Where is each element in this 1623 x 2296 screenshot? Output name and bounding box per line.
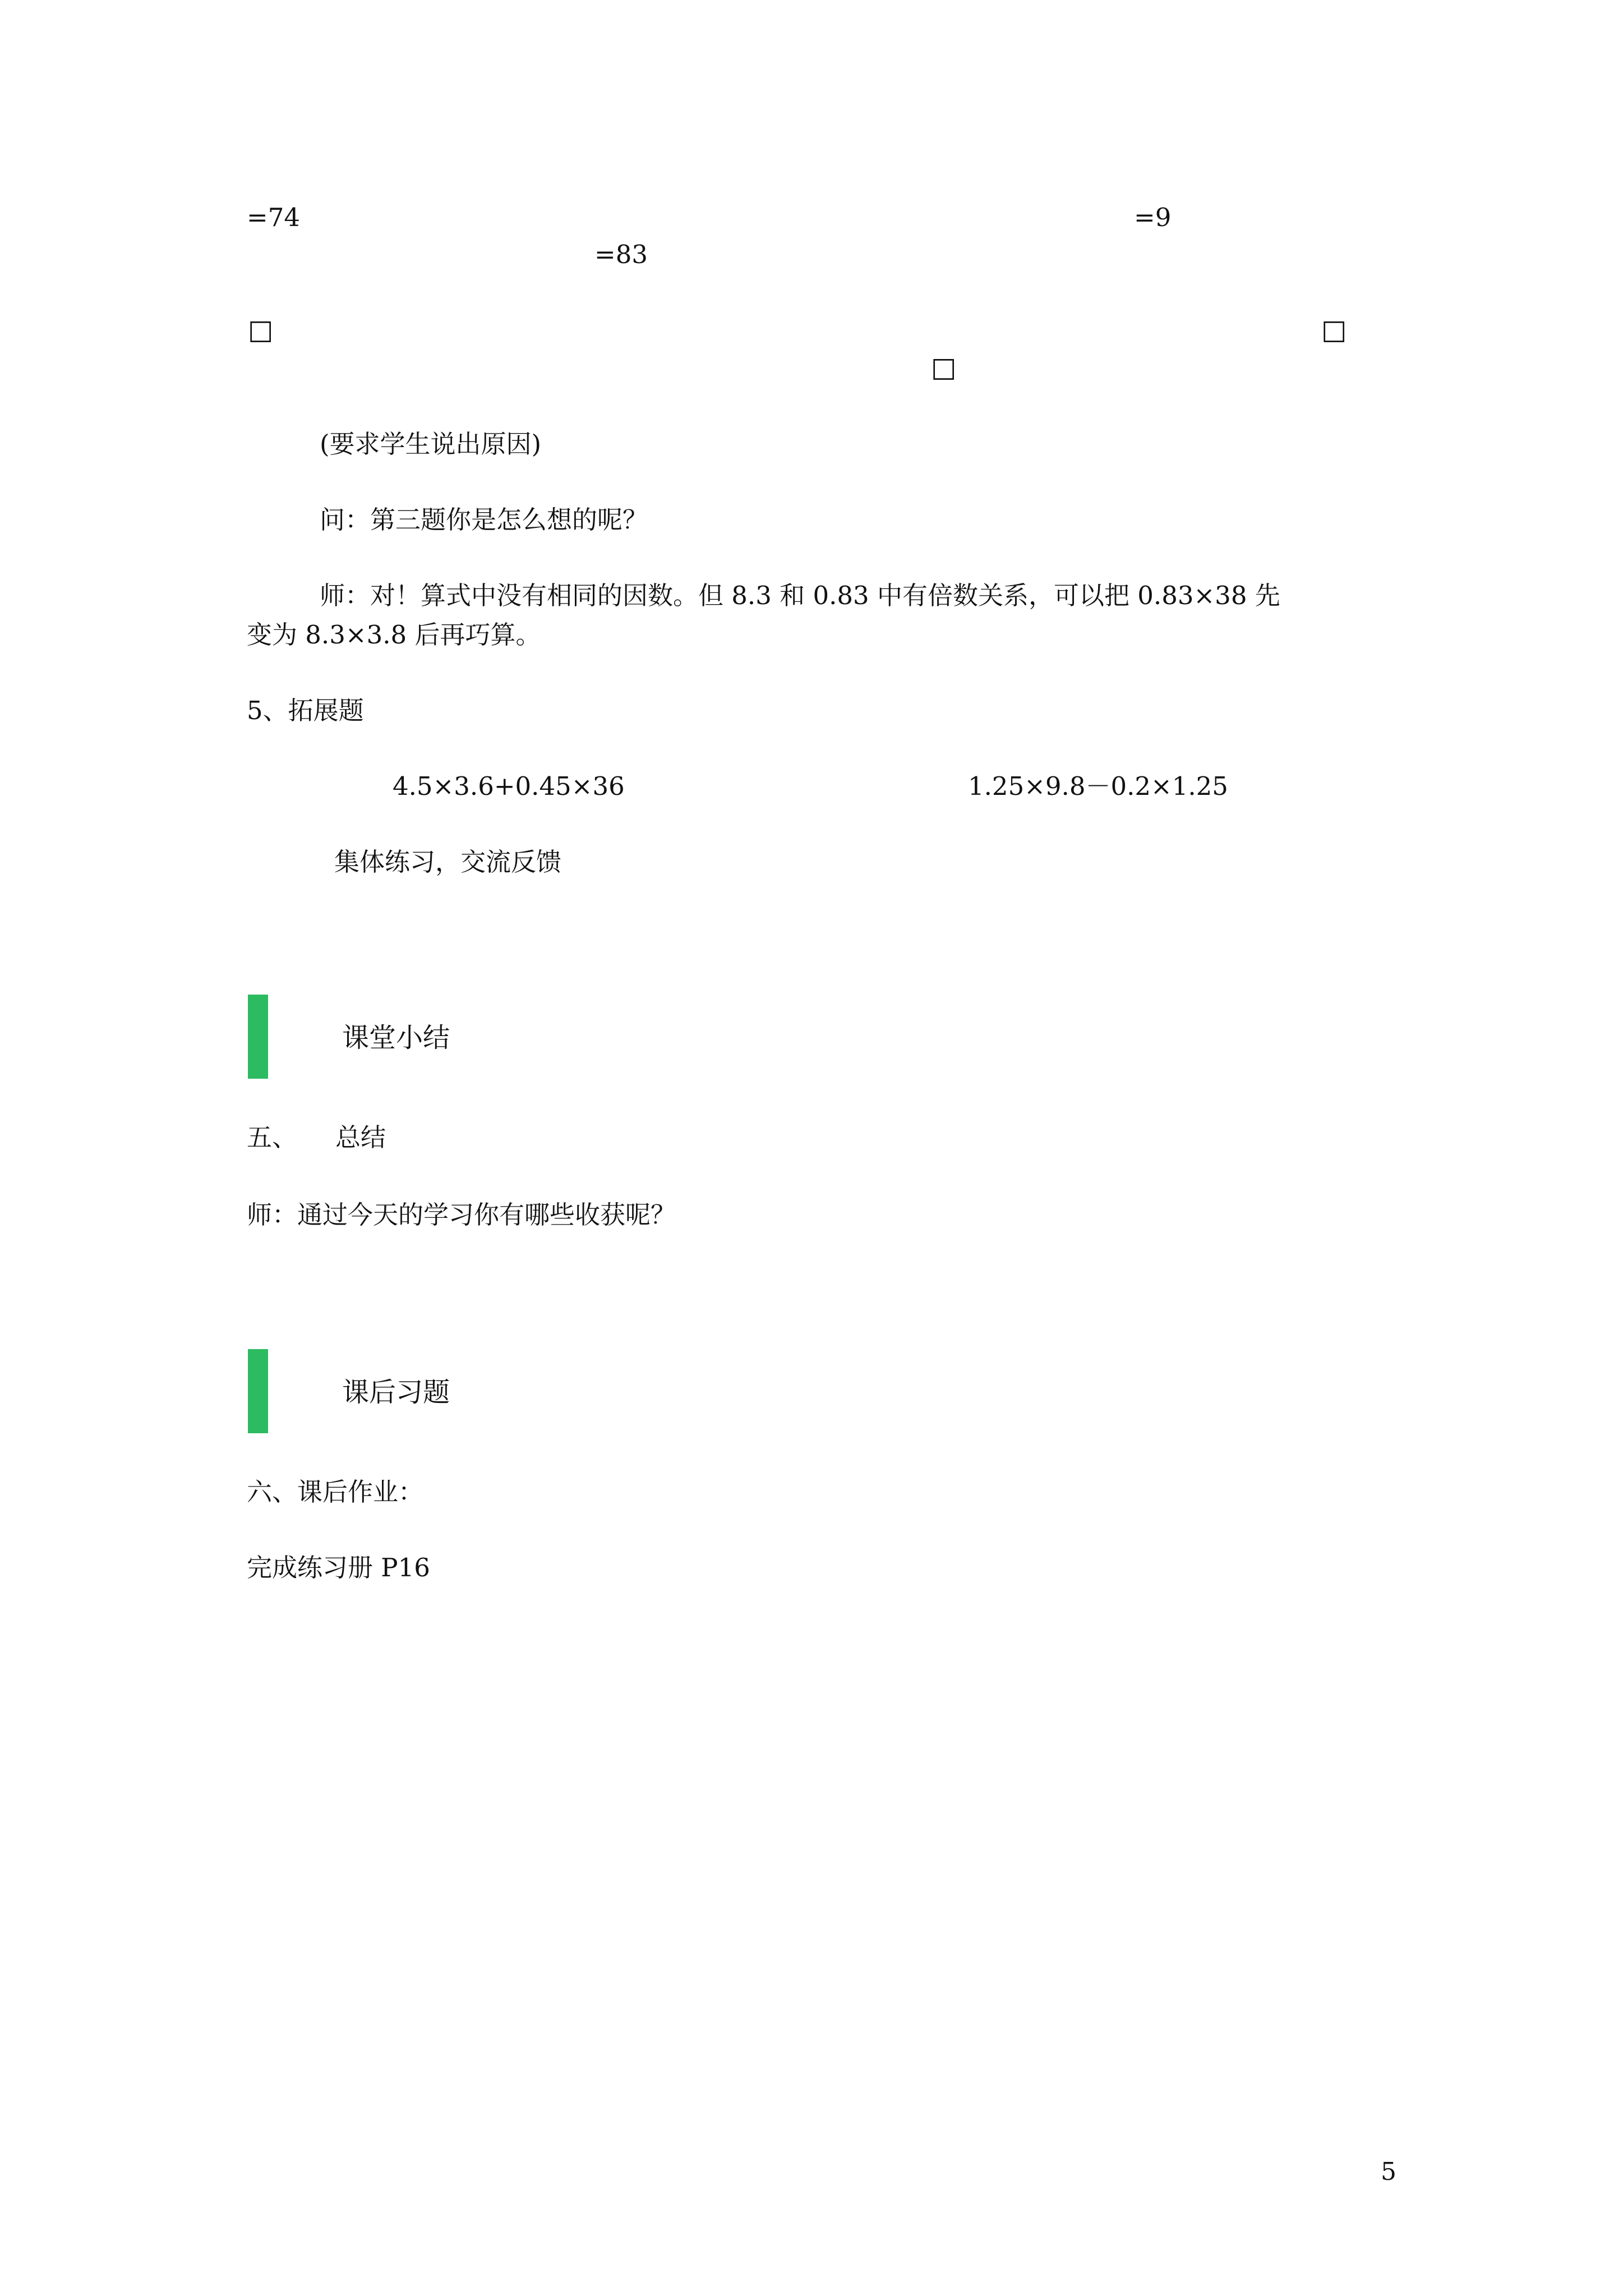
- answer-box-2: □: [1321, 314, 1347, 346]
- reason-note: (要求学生说出原因): [320, 429, 542, 459]
- page-number: 5: [1381, 2157, 1396, 2186]
- teacher-explanation-line-2: 变为 8.3×3.8 后再巧算。: [247, 620, 541, 650]
- result-83: =83: [594, 240, 648, 269]
- section-accent-bar: [248, 995, 268, 1079]
- teacher-explanation-line-1: 师：对！算式中没有相同的因数。但 8.3 和 0.83 中有倍数关系，可以把 0.83×38 先: [320, 581, 1280, 610]
- extension-note: 集体练习，交流反馈: [334, 847, 562, 877]
- extension-title: 5、拓展题: [247, 696, 364, 725]
- answer-box-1: □: [248, 314, 274, 346]
- homework-label: 六、课后作业：: [247, 1477, 424, 1507]
- summary-label: 五、: [247, 1122, 298, 1152]
- summary-label-text: 总结: [335, 1122, 386, 1152]
- answer-box-3: □: [931, 352, 957, 383]
- summary-teacher-question: 师：通过今天的学习你有哪些收获呢？: [247, 1200, 676, 1230]
- result-74: =74: [247, 203, 300, 232]
- section-heading-homework: 课后习题: [342, 1377, 450, 1408]
- homework-task: 完成练习册 P16: [247, 1553, 430, 1582]
- extension-expression-1: 4.5×3.6+0.45×36: [393, 771, 625, 801]
- extension-expression-2: 1.25×9.8－0.2×1.25: [968, 771, 1228, 801]
- question-line: 问：第三题你是怎么想的呢？: [320, 505, 648, 535]
- result-9: =9: [1134, 203, 1172, 232]
- section-heading-summary: 课堂小结: [342, 1022, 450, 1053]
- section-accent-bar: [248, 1349, 268, 1433]
